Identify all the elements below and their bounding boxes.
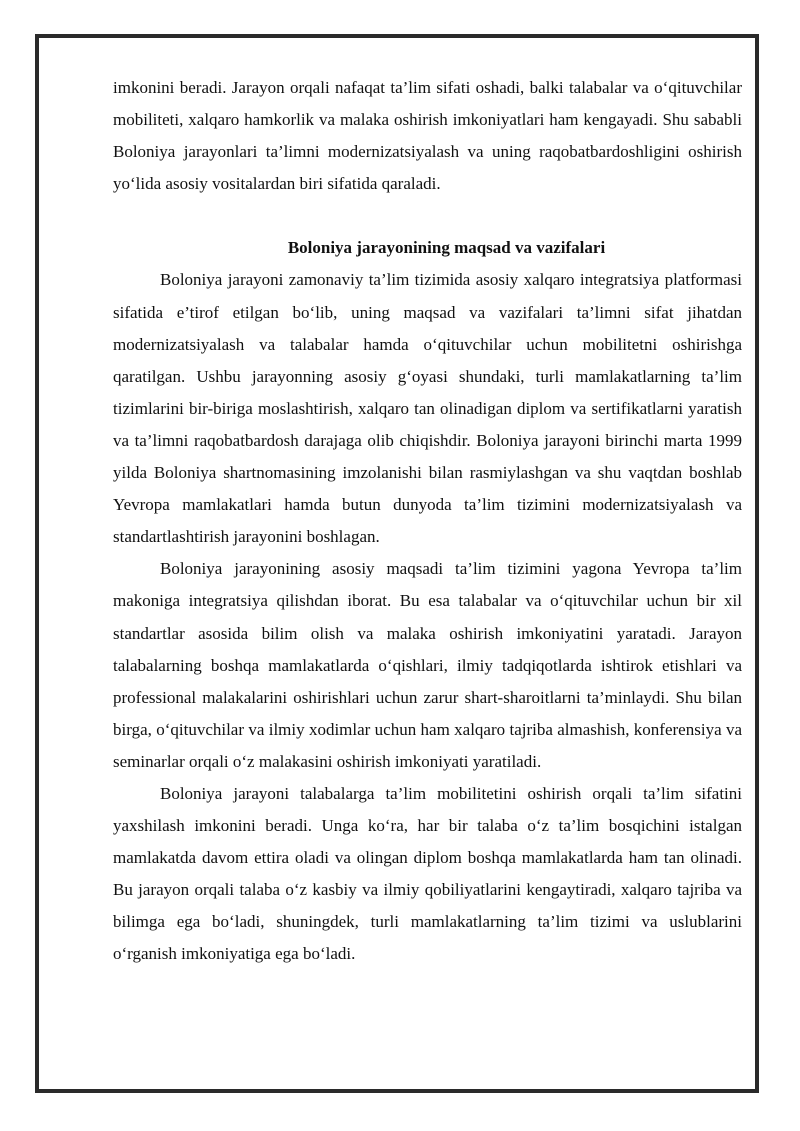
body-paragraph-3: Boloniya jarayoni talabalarga ta’lim mobilitetini oshirish orqali ta’lim sifatini yaxshilash imkonini beradi. Unga ko‘ra, har bir talaba o‘z ta’lim bosqichini istalgan mamlakatda davom ettira oladi va olingan diplom boshqa mamlakatlarda ham tan olinadi. Bu jarayon orqali talaba o‘z kasbiy va ilmiy qobiliyatlarini kengaytiradi, xalqaro tajriba va bilimga ega bo‘ladi, shuningdek, turli mamlakatlarning ta’lim tizimi va uslublarini o‘rganish imkoniyatiga ega bo‘ladi. — [113, 783, 742, 964]
document-body — [113, 72, 742, 971]
body-paragraph-1: Boloniya jarayoni zamonaviy ta’lim tizimida asosiy xalqaro integratsiya platformasi sifatida e’tirof etilgan bo‘lib, uning maqsad va vazifalari ta’limni sifat jihatdan modernizatsiyalash va talabalar hamda o‘qituvchilar uchun mobilitetni oshirishga qaratilgan. Ushbu jarayonning asosiy g‘oyasi shundaki, turli mamlakatlarning ta’lim tizimlarini bir-biriga moslashtirish, xalqaro tan olinadigan diplom va sertifikatlarni yaratish va ta’limni raqobatbardosh darajaga olib chiqishdir. Boloniya jarayoni birinchi marta 1999 yilda Boloniya shartnomasining imzolanishi bilan rasmiylashgan va shu vaqtdan boshlab Yevropa mamlakatlari hamda butun dunyoda ta’lim tizimini modernizatsiyalash va standartlashtirish jarayonini boshlagan. — [113, 270, 742, 547]
intro-paragraph: imkonini beradi. Jarayon orqali nafaqat ta’lim sifati oshadi, balki talabalar va o‘qituvchilar mobiliteti, xalqaro hamkorlik va malaka oshirish imkoniyatlari ham kengayadi. Shu sababli Boloniya jarayonlari ta’limni modernizatsiyalash va uning raqobatbardoshligini oshirish yo‘lida asosiy vositalardan biri sifatida qaraladi. — [113, 78, 742, 194]
body-paragraph-2: Boloniya jarayonining asosiy maqsadi ta’lim tizimini yagona Yevropa ta’lim makoniga integratsiya qilishdan iborat. Bu esa talabalar va o‘qituvchilar uchun bir xil standartlar asosida bilim olish va malaka oshirish imkoniyatini yaratadi. Jarayon talabalarning boshqa mamlakatlarda o‘qishlari, ilmiy tadqiqotlarda ishtirok etishlari va professional malakalarini oshirishlari uchun zarur shart-sharoitlarni ta’minlaydi. Shu bilan birga, o‘qituvchilar va ilmiy xodimlar uchun ham xalqaro tajriba almashish, konferensiya va seminarlar orqali o‘z malakasini oshirish imkoniyati yaratiladi. — [113, 559, 742, 771]
section-heading: Boloniya jarayonining maqsad va vazifalari — [287, 238, 606, 258]
